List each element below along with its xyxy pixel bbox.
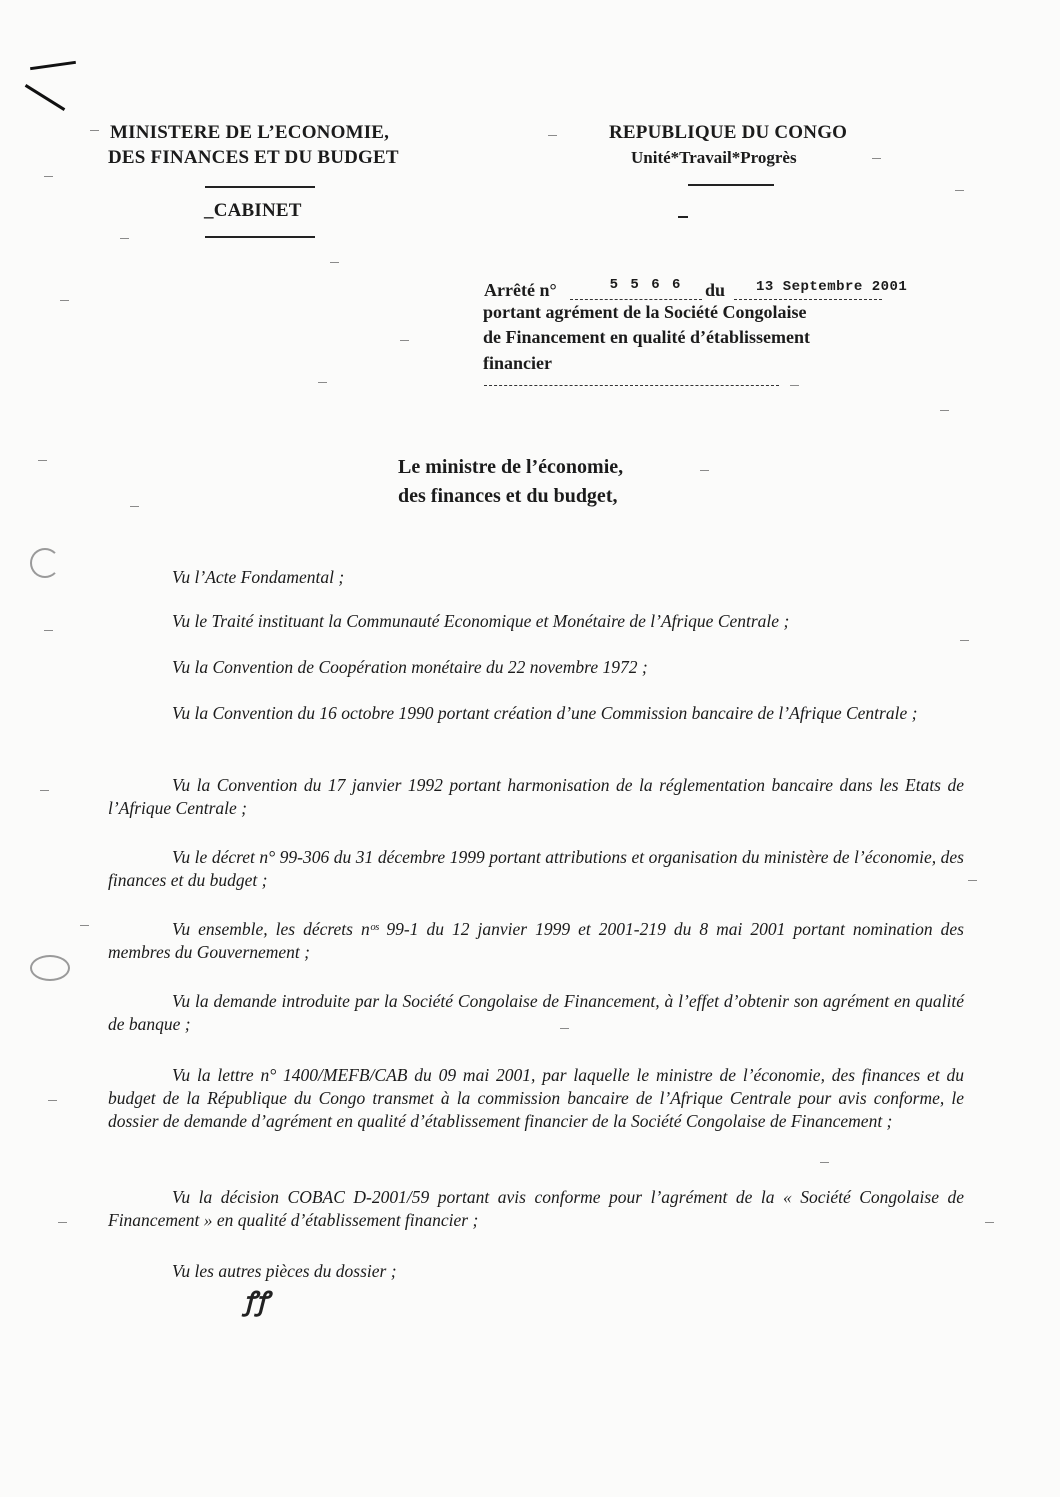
scan-speck <box>330 262 339 263</box>
country-name: REPUBLIQUE DU CONGO <box>609 122 848 143</box>
header-rule <box>205 236 315 238</box>
scan-speck <box>790 385 799 386</box>
consideration-item: Vu le décret n° 99-306 du 31 décembre 1999 portant attributions et organisation du ministère de l’économie, des finances et du budget ; <box>108 847 964 890</box>
ministry-name-line2: DES FINANCES ET DU BUDGET <box>108 147 399 168</box>
minister-title-line2: des finances et du budget, <box>398 485 618 507</box>
scan-speck <box>48 1100 57 1101</box>
header-rule <box>678 216 688 218</box>
header-rule <box>205 186 315 188</box>
decree-number-label: Arrêté n° <box>484 280 557 300</box>
scan-speck <box>44 176 53 177</box>
consideration-item: Vu la Convention du 17 janvier 1992 portant harmonisation de la réglementation bancaire dans les Etats de l’Afrique Centrale ; <box>108 775 964 818</box>
decree-subject-line2: de Financement en qualité d’établissement <box>483 327 810 347</box>
header-rule <box>688 184 774 186</box>
decree-date: 13 Septembre 2001 <box>756 279 908 295</box>
punch-hole <box>30 548 60 578</box>
scan-speck <box>548 135 557 136</box>
ministry-name-line1: MINISTERE DE L’ECONOMIE, <box>110 122 390 143</box>
consideration-item: Vu la demande introduite par la Société Congolaise de Financement, à l’effet d’obtenir son agrément en qualité de banque ; <box>108 991 964 1034</box>
cabinet-label: _CABINET <box>204 200 302 221</box>
scan-speck <box>80 925 89 926</box>
scan-speck <box>44 630 53 631</box>
scan-speck <box>120 238 129 239</box>
consideration-item: Vu l’Acte Fondamental ; <box>172 567 345 587</box>
scan-speck <box>940 410 949 411</box>
consideration-item: Vu le Traité instituant la Communauté Economique et Monétaire de l’Afrique Centrale ; <box>172 611 790 631</box>
decree-number: 5 5 6 6 <box>609 277 683 293</box>
scan-speck <box>985 1222 994 1223</box>
consideration-item: Vu la Convention du 16 octobre 1990 portant création d’une Commission bancaire de l’Afrique Centrale ; <box>172 703 918 723</box>
scan-speck <box>400 340 409 341</box>
scan-speck <box>130 506 139 507</box>
consideration-item: Vu la Convention de Coopération monétaire du 22 novembre 1972 ; <box>172 657 648 677</box>
consideration-item: Vu ensemble, les décrets nᵒˢ 99-1 du 12 janvier 1999 et 2001-219 du 8 mai 2001 portant nomination des membres du Gouvernement ; <box>108 919 964 962</box>
scan-speck <box>40 790 49 791</box>
corner-mark <box>25 84 66 111</box>
scan-speck <box>820 1162 829 1163</box>
subject-separator <box>484 385 779 386</box>
scan-speck <box>38 460 47 461</box>
minister-title-line1: Le ministre de l’économie, <box>398 456 624 478</box>
scan-speck <box>960 640 969 641</box>
scan-speck <box>955 190 964 191</box>
scan-speck <box>58 1222 67 1223</box>
decree-subject-line1: portant agrément de la Société Congolaise <box>483 302 807 322</box>
punch-hole <box>30 955 70 981</box>
consideration-item: Vu les autres pièces du dossier ; <box>172 1261 397 1281</box>
handwritten-initials: ꝭꝭ <box>244 1287 269 1317</box>
country-motto: Unité*Travail*Progrès <box>631 148 797 167</box>
scan-speck <box>318 382 327 383</box>
decree-subject-line3: financier <box>483 353 552 373</box>
corner-mark <box>30 61 76 70</box>
decree-date-label: du <box>705 280 726 300</box>
scan-speck <box>90 130 99 131</box>
scan-speck <box>872 158 881 159</box>
scan-speck <box>968 880 977 881</box>
scan-speck <box>700 470 709 471</box>
scan-speck <box>60 300 69 301</box>
consideration-item: Vu la décision COBAC D-2001/59 portant avis conforme pour l’agrément de la « Société Congolaise de Financement » en qualité d’établissement financier ; <box>108 1187 964 1230</box>
consideration-item: Vu la lettre n° 1400/MEFB/CAB du 09 mai 2001, par laquelle le ministre de l’économie, des finances et du budget de la République du Congo transmet à la commission bancaire de l’Afrique Centrale pour avis conforme, le dossier de demande d’agrément en qualité d’établissement financier de la Société Congolaise de Financement ; <box>108 1065 964 1131</box>
